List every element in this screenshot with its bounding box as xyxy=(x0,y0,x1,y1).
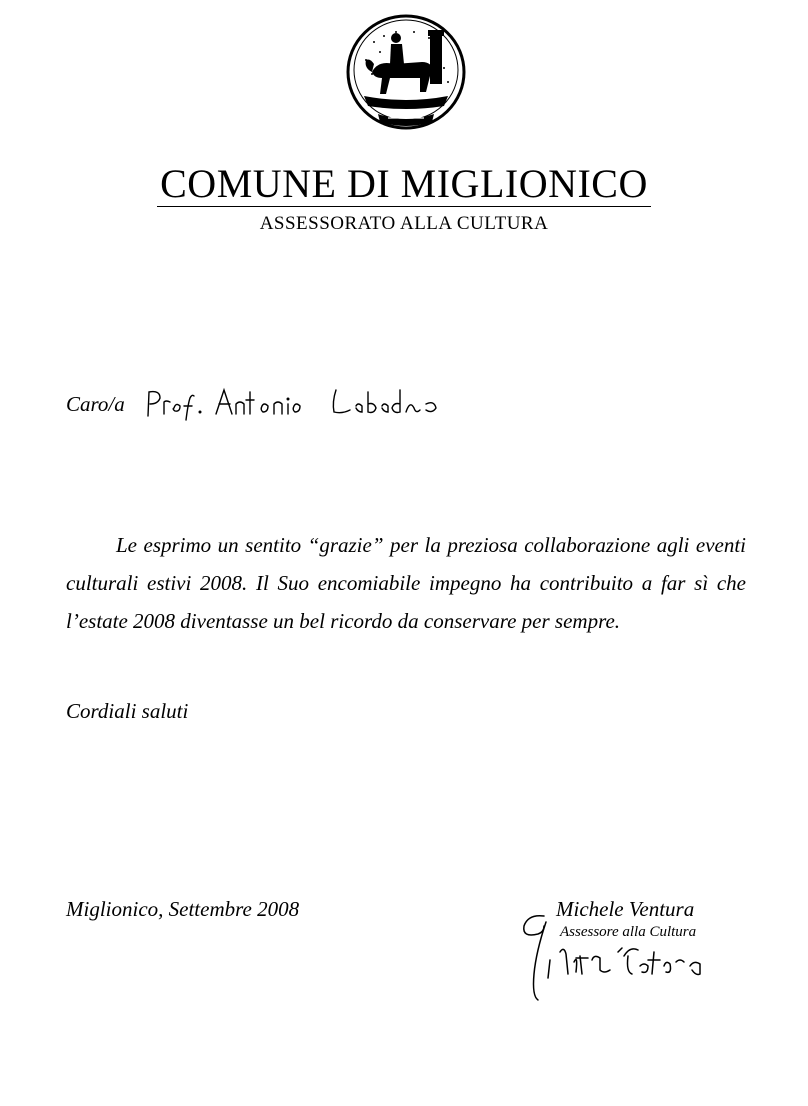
handwritten-recipient-name xyxy=(144,378,444,428)
closing: Cordiali saluti xyxy=(66,699,189,723)
signer-name: Michele Ventura xyxy=(556,897,695,921)
salutation: Caro/a xyxy=(66,392,125,416)
place-date: Miglionico, Settembre 2008 xyxy=(66,897,300,921)
page-subtitle: ASSESSORATO ALLA CULTURA xyxy=(259,213,549,234)
page-title: COMUNE DI MIGLIONICO xyxy=(160,161,648,206)
signer-role: Assessore alla Cultura xyxy=(560,924,697,940)
municipal-seal-icon xyxy=(344,12,468,132)
letter-body: Le esprimo un sentito “grazie” per la preziosa collaborazione agli eventi culturali estivi 2008. Il Suo encomiabile impegno ha contribuito a far sì che l’estate 2008 diventasse un bel ricordo da conservare per sempre. xyxy=(66,533,746,633)
title-divider xyxy=(157,206,651,207)
